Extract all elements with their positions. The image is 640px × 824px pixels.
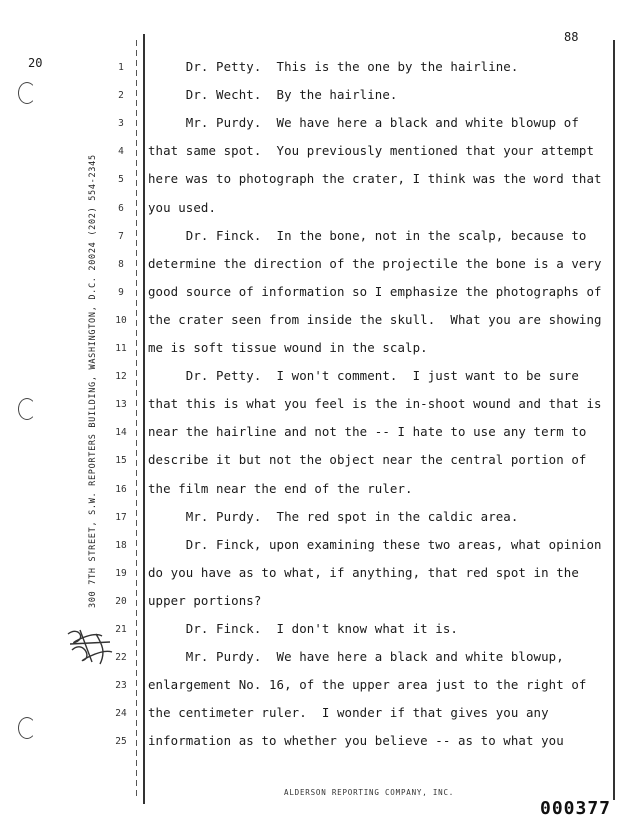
line-number: 2: [118, 90, 124, 102]
binder-hole-bottom: [18, 717, 36, 739]
transcript-line: Dr. Finck. In the bone, not in the scalp, because to: [148, 227, 587, 243]
line-number: 9: [118, 286, 124, 298]
reporter-address: 300 7TH STREET, S.W. REPORTERS BUILDING, WASHINGTON, D.C. 20024 (202) 554-2345: [88, 154, 98, 608]
line-number: 21: [115, 624, 127, 635]
transcript-line: Dr. Finck, upon examining these two areas, what opinion: [148, 536, 602, 552]
transcript-line: near the hairline and not the -- I hate to use any term to: [148, 424, 587, 440]
transcript-line: Mr. Purdy. We have here a black and white blowup,: [148, 649, 564, 665]
page-number: 88: [564, 30, 579, 44]
binder-hole-top: [18, 82, 36, 104]
transcript-line: Dr. Petty. This is the one by the hairline.: [148, 59, 519, 74]
line-number: 11: [115, 343, 127, 354]
transcript-line: me is soft tissue wound in the scalp.: [148, 340, 428, 355]
transcript-line: the centimeter ruler. I wonder if that gives you any: [148, 705, 549, 721]
line-number: 23: [115, 680, 127, 692]
line-number: 25: [115, 736, 127, 748]
line-number: 1: [118, 62, 124, 73]
left-margin-dash-rule: [136, 40, 137, 800]
line-number: 24: [115, 708, 127, 720]
left-margin-rule: [143, 34, 145, 804]
line-number: 14: [115, 427, 127, 439]
transcript-line: that this is what you feel is the in-shoot wound and that is: [148, 396, 602, 412]
line-number: 20: [115, 595, 127, 607]
line-number: 15: [115, 455, 127, 467]
line-number: 4: [118, 146, 124, 158]
transcript-line: upper portions?: [148, 592, 262, 608]
line-number: 5: [118, 174, 124, 186]
transcript-line: good source of information so I emphasize the photographs of: [148, 283, 602, 299]
line-number: 17: [115, 511, 127, 523]
margin-number: 20: [28, 56, 43, 70]
transcript-line: here was to photograph the crater, I think was the word that: [148, 171, 602, 187]
transcript-line: enlargement No. 16, of the upper area just to the right of: [148, 677, 587, 693]
transcript-line: Dr. Petty. I won't comment. I just want to be sure: [148, 368, 579, 384]
transcript-line: Dr. Finck. I don't know what it is.: [148, 621, 458, 636]
transcript-line: Mr. Purdy. We have here a black and white blowup of: [148, 115, 579, 131]
line-number: 8: [118, 258, 124, 270]
document-number: 000377: [540, 798, 612, 819]
line-number: 6: [118, 202, 124, 214]
transcript-line: you used.: [148, 199, 217, 215]
transcript-line: the film near the end of the ruler.: [148, 480, 413, 496]
binder-hole-middle: [18, 398, 36, 420]
transcript-line: the crater seen from inside the skull. What you are showing: [148, 311, 602, 327]
line-number: 16: [115, 483, 127, 495]
right-margin-rule: [613, 40, 615, 800]
transcript-line: determine the direction of the projectile the bone is a very: [148, 255, 602, 271]
transcript-line: describe it but not the object near the central portion of: [148, 452, 587, 468]
transcript-line: Mr. Purdy. The red spot in the caldic area.: [148, 508, 519, 524]
transcript-line: do you have as to what, if anything, that red spot in the: [148, 564, 579, 580]
transcript-line: that same spot. You previously mentioned that your attempt: [148, 143, 595, 159]
line-number: 19: [115, 567, 127, 579]
line-number: 13: [115, 399, 127, 411]
line-number: 3: [118, 118, 124, 130]
transcript-line: information as to whether you believe -- as to what you: [148, 733, 564, 749]
footer-company: ALDERSON REPORTING COMPANY, INC.: [284, 788, 455, 797]
line-number: 10: [115, 314, 127, 326]
line-number: 12: [115, 371, 127, 383]
transcript-line: Dr. Wecht. By the hairline.: [148, 87, 398, 103]
line-number: 22: [115, 652, 127, 664]
line-number: 18: [115, 539, 127, 551]
line-number: 7: [118, 230, 124, 242]
